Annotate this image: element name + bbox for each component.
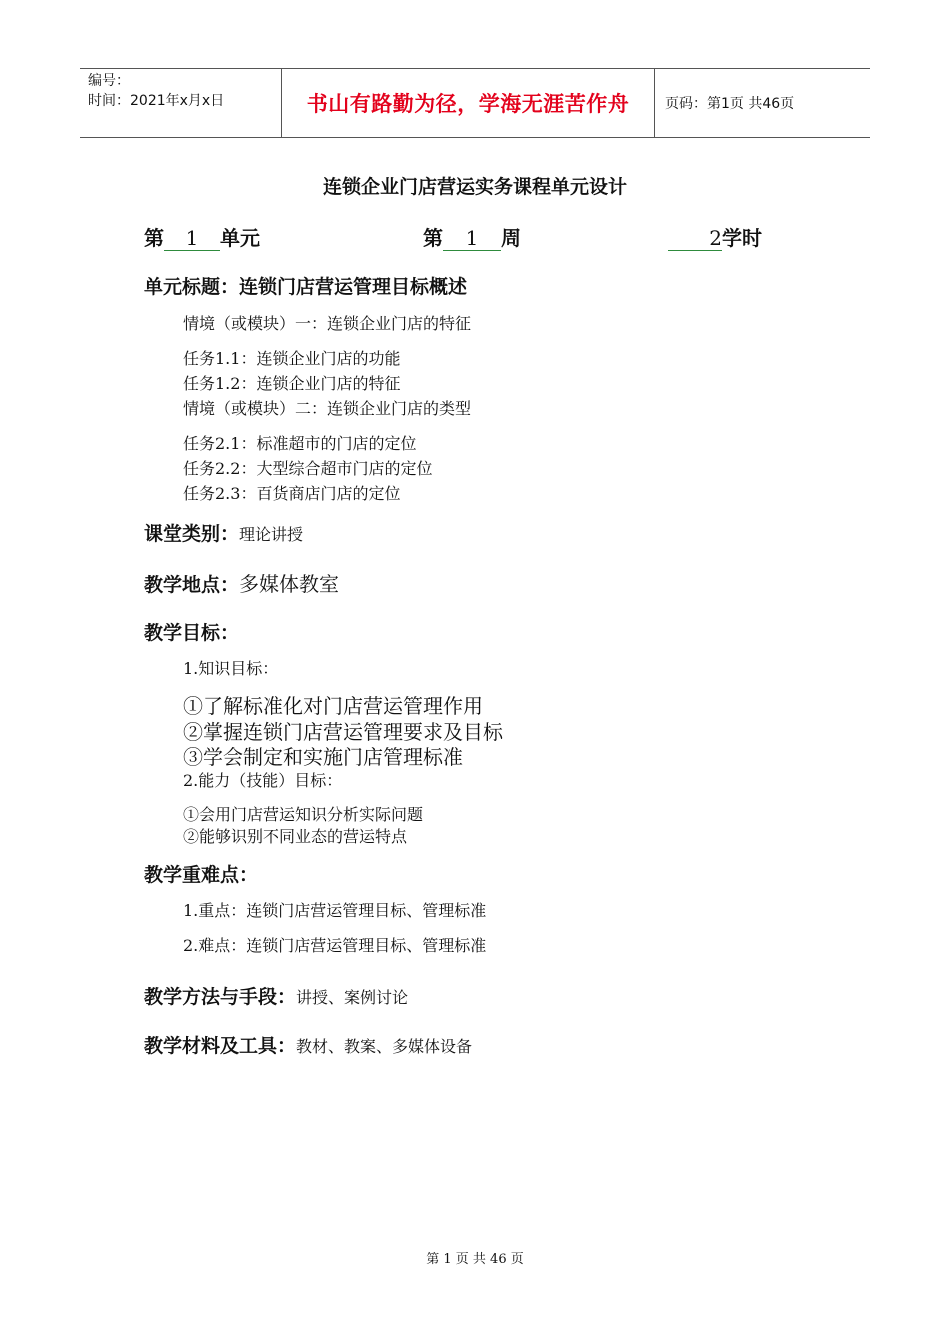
- location-row: [144, 568, 339, 597]
- hours-field: [668, 222, 762, 251]
- unit-suffix: 单元: [220, 226, 260, 250]
- header-page-cell: [655, 69, 870, 137]
- focus-difficult: 2.难点：连锁门店营运管理目标、管理标准: [183, 936, 487, 955]
- method-label: 教学方法与手段：: [144, 986, 297, 1008]
- scenario-1: 情境（或模块）一：连锁企业门店的特征: [183, 314, 472, 333]
- method-row: [144, 982, 408, 1009]
- hours-number: 2: [668, 226, 722, 251]
- material-row: [144, 1031, 472, 1058]
- class-type-row: [144, 519, 303, 546]
- code-label: 编号：: [88, 73, 130, 89]
- header-motto-cell: [282, 69, 655, 137]
- week-suffix: 周: [501, 226, 521, 250]
- ability-item-1: ①会用门店营运知识分析实际问题: [183, 805, 424, 824]
- unit-number: 1: [164, 226, 220, 251]
- hours-suffix: 学时: [722, 226, 762, 250]
- unit-title: 单元标题：连锁门店营运管理目标概述: [144, 276, 468, 298]
- task-1-2: 任务1.2：连锁企业门店的特征: [183, 374, 401, 393]
- time-label: 时间：2021年x月x日: [88, 93, 225, 109]
- header-left-cell: [80, 69, 282, 137]
- week-number: 1: [443, 226, 501, 251]
- focus-heading: 教学重难点：: [144, 864, 259, 886]
- document-title: 连锁企业门店营运实务课程单元设计: [322, 176, 627, 198]
- week-field: [423, 222, 521, 251]
- motto-text: 书山有路勤为径，学海无涯苦作舟: [306, 91, 630, 116]
- location-value: 多媒体教室: [239, 572, 340, 596]
- knowledge-item-1: ①了解标准化对门店营运管理作用: [183, 694, 483, 718]
- material-value: 教材、教案、多媒体设备: [296, 1037, 473, 1056]
- task-2-1: 任务2.1：标准超市的门店的定位: [183, 434, 417, 453]
- class-type-label: 课堂类别：: [144, 523, 240, 545]
- page-label: 页码：第1页 共46页: [665, 96, 795, 112]
- ability-goal: 2.能力（技能）目标：: [183, 771, 343, 790]
- unit-prefix: 第: [144, 226, 164, 250]
- scenario-2: 情境（或模块）二：连锁企业门店的类型: [183, 399, 472, 418]
- task-2-3: 任务2.3：百货商店门店的定位: [183, 484, 401, 503]
- task-2-2: 任务2.2：大型综合超市门店的定位: [183, 459, 433, 478]
- method-value: 讲授、案例讨论: [296, 988, 409, 1007]
- unit-field: [144, 222, 260, 251]
- material-label: 教学材料及工具：: [144, 1035, 297, 1057]
- knowledge-item-3: ③学会制定和实施门店管理标准: [183, 745, 463, 769]
- knowledge-goal: 1.知识目标：: [183, 659, 279, 678]
- location-label: 教学地点：: [144, 574, 240, 596]
- focus-key: 1.重点：连锁门店营运管理目标、管理标准: [183, 901, 487, 920]
- task-1-1: 任务1.1：连锁企业门店的功能: [183, 349, 401, 368]
- goals-heading: 教学目标：: [144, 622, 240, 644]
- knowledge-item-2: ②掌握连锁门店营运管理要求及目标: [183, 720, 503, 744]
- class-type-value: 理论讲授: [239, 525, 304, 544]
- page-footer: 第 1 页 共 46 页: [426, 1252, 524, 1267]
- ability-item-2: ②能够识别不同业态的营运特点: [183, 827, 408, 846]
- week-prefix: 第: [423, 226, 443, 250]
- page-header: [80, 68, 870, 138]
